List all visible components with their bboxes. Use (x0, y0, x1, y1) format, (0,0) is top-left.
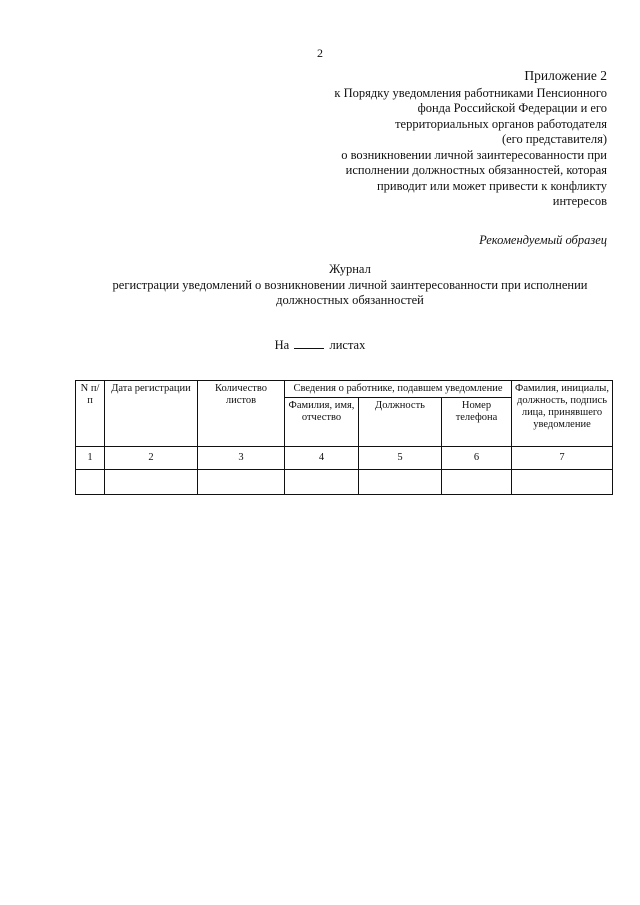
header-sheet-count: Количество листов (198, 381, 285, 447)
header-num: N п/п (76, 381, 105, 447)
appendix-line: исполнении должностных обязанностей, которая (345, 163, 607, 177)
recommended-sample-label: Рекомендуемый образец (479, 233, 607, 247)
header-employee-group: Сведения о работнике, подавшем уведомление (285, 381, 512, 398)
column-number-row (76, 447, 613, 470)
column-number: 6 (442, 447, 512, 470)
header-reg-date: Дата регистрации (105, 381, 198, 447)
appendix-line: приводит или может привести к конфликту (376, 178, 607, 193)
table-header-row (76, 381, 613, 398)
appendix-line: интересов (552, 194, 607, 208)
appendix-title: Приложение 2 (524, 68, 607, 83)
header-position: Должность (359, 398, 442, 447)
header-full-name: Фамилия, имя, отчество (285, 398, 359, 447)
column-number: 2 (105, 447, 198, 470)
header-receiver: Фамилия, инициалы, должность, подпись лица, принявшего уведомление (512, 381, 613, 447)
sheets-blank-field (294, 338, 324, 349)
sheets-line (0, 338, 640, 353)
sheets-prefix: На (274, 338, 290, 352)
empty-cell (76, 470, 105, 495)
appendix-line: фонда Российской Федерации и его (417, 101, 607, 115)
appendix-line: о возникновении личной заинтересованности при (341, 147, 607, 162)
journal-subtitle-line: должностных обязанностей (276, 293, 424, 307)
empty-cell (285, 470, 359, 495)
appendix-block (277, 68, 607, 210)
column-number: 1 (76, 447, 105, 470)
column-number: 5 (359, 447, 442, 470)
appendix-line: (его представителя) (501, 132, 607, 146)
empty-cell (359, 470, 442, 495)
empty-cell (442, 470, 512, 495)
empty-cell (512, 470, 613, 495)
empty-cell (105, 470, 198, 495)
column-number: 7 (512, 447, 613, 470)
journal-subtitle-line: регистрации уведомлений о возникновении личной заинтересованности при исполнении (112, 277, 588, 292)
page-number: 2 (317, 46, 323, 60)
journal-heading (60, 262, 640, 309)
column-number: 3 (198, 447, 285, 470)
empty-cell (198, 470, 285, 495)
registration-journal-table (75, 380, 613, 495)
header-phone: Номер телефона (442, 398, 512, 447)
appendix-line: к Порядку уведомления работниками Пенсионного (334, 85, 607, 100)
sheets-suffix: листах (329, 338, 366, 352)
column-number: 4 (285, 447, 359, 470)
table-row (76, 470, 613, 495)
journal-title: Журнал (329, 262, 371, 276)
appendix-line: территориальных органов работодателя (395, 116, 607, 131)
